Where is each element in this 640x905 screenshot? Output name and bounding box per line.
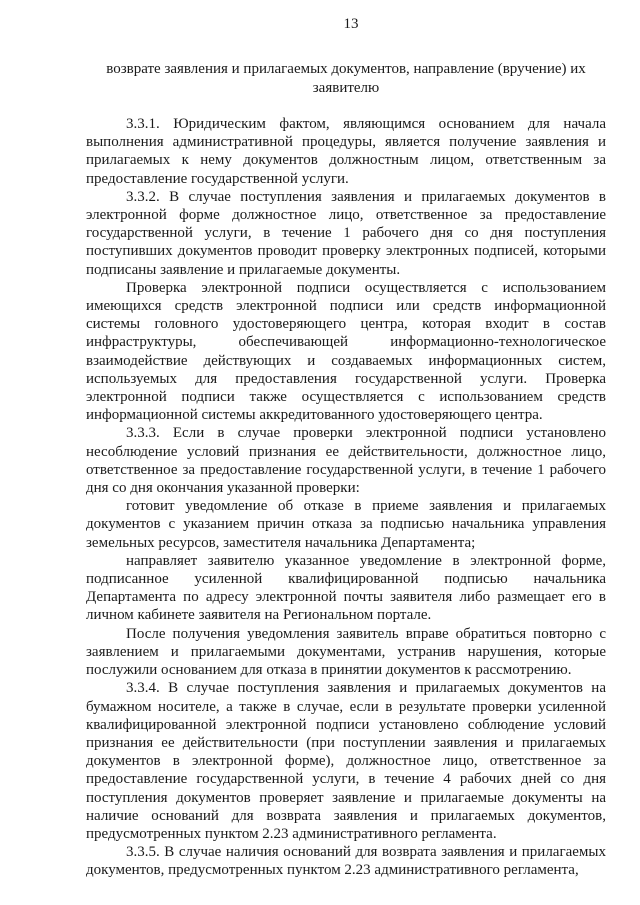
document-page (86, 14, 606, 899)
paragraph-3-3-3: 3.3.3. Если в случае проверки электронной подписи установлено несоблюдение условий признания ее действительности, должностное лицо, ответственное за предоставление государственной услуги, в течение 1 рабочего дня со дня окончания указанной проверки: (86, 425, 606, 497)
paragraph-3-3-4: 3.3.4. В случае поступления заявления и прилагаемых документов на бумажном носителе, а также в случае, если в результате проверки усиленной квалифицированной электронной подписи установлено соблюдение условий признания ее действительности (при поступлении заявления и прилагаемых документов в электронной форме), должностное лицо, ответственное за предоставление государственной услуги, в течение 4 рабочих дней со дня поступления документов проверяет заявление и прилагаемые документы на наличие оснований для возврата заявления и прилагаемых документов, предусмотренных пунктом 2.23 административного регламента. (86, 680, 606, 842)
paragraph-prepare-notice: готовит уведомление об отказе в приеме заявления и прилагаемых документов с указанием причин отказа за подписью начальника управления земельных ресурсов, заместителя начальника Департамента; (86, 498, 606, 551)
page-number: 13 (343, 16, 359, 32)
paragraph-3-3-2: 3.3.2. В случае поступления заявления и прилагаемых документов в электронной форме должностное лицо, ответственное за предоставление государственной услуги, в течение 1 рабочего дня со дня поступления поступивших документов проводит проверку электронных подписей, которыми подписаны заявление и прилагаемые документы. (86, 188, 606, 278)
paragraph-signature-check: Проверка электронной подписи осуществляется с использованием имеющихся средств электронной подписи или средств информационной системы головного удостоверяющего центра, которая входит в состав инфраструктуры, обеспечивающей информационно-технологическое взаимодействие действующих и создаваемых информационных систем, используемых для предоставления государственной услуги. Проверка электронной подписи также осуществляется с использованием средств информационной системы аккредитованного удостоверяющего центра. (86, 279, 606, 424)
paragraph-3-3-1: 3.3.1. Юридическим фактом, являющимся основанием для начала выполнения административной процедуры, является получение заявления и прилагаемых к нему документов должностным лицом, ответственным за предоставление государственной услуги. (86, 116, 606, 187)
paragraph-3-3-5: 3.3.5. В случае наличия оснований для возврата заявления и прилагаемых документов, предусмотренных пунктом 2.23 административного регламента, (86, 844, 606, 879)
paragraph-send-notice: направляет заявителю указанное уведомление в электронной форме, подписанное усиленной квалифицированной подписью начальника Департамента по адресу электронной почты заявителя либо размещает его в личном кабинете заявителя на Региональном портале. (86, 552, 606, 624)
section-heading: возврате заявления и прилагаемых документов, направление (вручение) их заявителю (106, 61, 586, 96)
paragraph-reapply: После получения уведомления заявитель вправе обратиться повторно с заявлением и прилагаемыми документами, устранив нарушения, которые послужили основанием для отказа в принятии документов к рассмотрению. (86, 625, 606, 679)
